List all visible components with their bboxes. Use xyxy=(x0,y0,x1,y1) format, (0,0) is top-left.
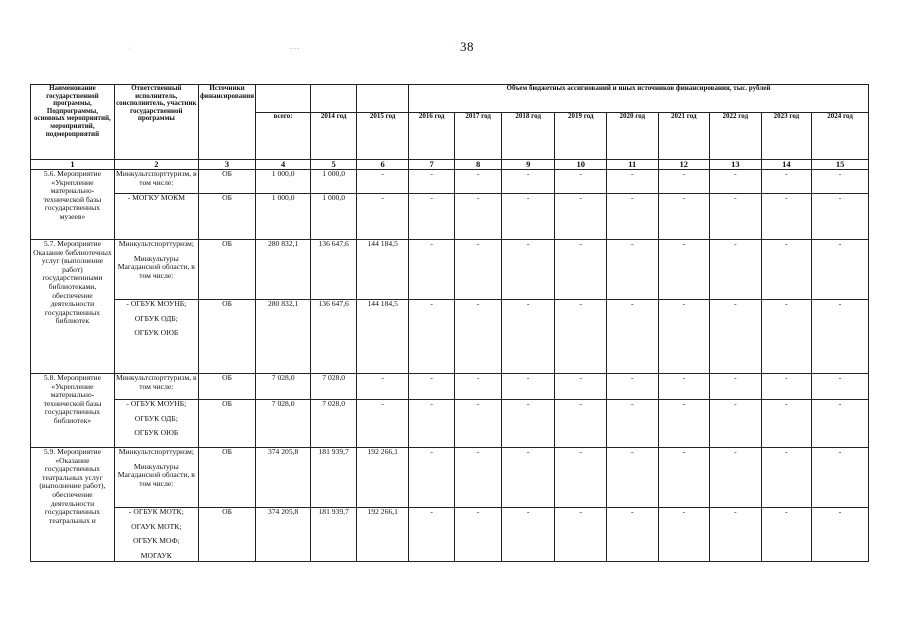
header-year: 2024 год xyxy=(812,113,869,160)
year-cell: - xyxy=(710,374,762,400)
header-source: Источники финансирования xyxy=(198,85,256,160)
year-cell: - xyxy=(455,240,501,300)
year-2014-cell: 7 028,0 xyxy=(310,374,356,400)
column-number: 8 xyxy=(455,160,501,170)
year-cell: - xyxy=(408,448,454,508)
column-number: 15 xyxy=(812,160,869,170)
year-cell: - xyxy=(501,448,555,508)
column-number: 10 xyxy=(555,160,607,170)
column-number: 12 xyxy=(658,160,710,170)
year-2014-cell: 181 939,7 xyxy=(310,508,356,562)
year-cell: - xyxy=(658,170,710,194)
source-cell: ОБ xyxy=(198,374,256,400)
executor-line: Минкультспорттуризм; xyxy=(118,239,194,248)
header-year: 2017 год xyxy=(455,113,501,160)
executor-cell xyxy=(114,170,198,194)
year-cell: - xyxy=(710,300,762,374)
year-cell: - xyxy=(455,300,501,374)
year-cell: - xyxy=(812,508,869,562)
executor-line: - ОГБУК МОУНБ; xyxy=(126,399,187,408)
header-year: 2021 год xyxy=(658,113,710,160)
source-cell: ОБ xyxy=(198,194,256,240)
executor-line: Минкультуры Магаданской области, в том числе: xyxy=(117,461,195,488)
total-cell: 280 832,1 xyxy=(256,240,311,300)
header-year: 2018 год xyxy=(501,113,555,160)
executor-cell xyxy=(114,194,198,240)
table-row xyxy=(31,448,869,508)
year-cell: - xyxy=(501,374,555,400)
year-cell: - xyxy=(455,508,501,562)
table-row xyxy=(31,194,869,240)
year-cell: - xyxy=(761,300,812,374)
year-cell: - xyxy=(812,194,869,240)
header-row-top xyxy=(31,85,869,113)
year-cell: - xyxy=(555,374,607,400)
scan-speck: · xyxy=(455,39,457,45)
year-cell: - xyxy=(501,300,555,374)
header-year: 2016 год xyxy=(408,113,454,160)
budget-table xyxy=(30,84,869,562)
year-cell: - xyxy=(607,240,659,300)
year-cell: - xyxy=(408,374,454,400)
year-cell: - xyxy=(408,400,454,448)
column-number: 5 xyxy=(310,160,356,170)
year-2015-cell: 144 184,5 xyxy=(357,300,409,374)
year-cell: - xyxy=(607,508,659,562)
executor-line: ОГАУК МОТК; xyxy=(131,521,182,531)
year-2014-cell: 7 028,0 xyxy=(310,400,356,448)
header-year: 2015 год xyxy=(357,113,409,160)
year-2014-cell: 181 939,7 xyxy=(310,448,356,508)
year-2014-cell: 1 000,0 xyxy=(310,194,356,240)
source-cell: ОБ xyxy=(198,448,256,508)
column-number: 6 xyxy=(357,160,409,170)
year-cell: - xyxy=(607,374,659,400)
year-cell: - xyxy=(501,240,555,300)
source-cell: ОБ xyxy=(198,300,256,374)
year-2015-cell: - xyxy=(357,194,409,240)
year-cell: - xyxy=(710,194,762,240)
column-number: 7 xyxy=(408,160,454,170)
year-cell: - xyxy=(761,448,812,508)
year-cell: - xyxy=(555,400,607,448)
measure-name: 5.8. Мероприятие «Укрепление материально-технической базы государственных библиотек» xyxy=(31,374,115,448)
column-number: 13 xyxy=(710,160,762,170)
year-cell: - xyxy=(658,448,710,508)
year-cell: - xyxy=(501,170,555,194)
year-cell: - xyxy=(607,300,659,374)
year-cell: - xyxy=(812,300,869,374)
header-blank xyxy=(310,85,356,113)
column-number: 14 xyxy=(761,160,812,170)
header-group-title: Объем бюджетных ассигнований и иных источников финансирования, тыс. рублей xyxy=(408,85,868,113)
header-total: всего: xyxy=(256,113,311,160)
year-cell: - xyxy=(408,170,454,194)
year-cell: - xyxy=(710,400,762,448)
year-cell: - xyxy=(658,508,710,562)
table-row xyxy=(31,400,869,448)
year-2015-cell: - xyxy=(357,170,409,194)
year-cell: - xyxy=(710,508,762,562)
header-year: 2019 год xyxy=(555,113,607,160)
header-name: Наименование государственной программы, Подпрограммы, основных мероприятий, мероприятий, подмероприятий xyxy=(31,85,115,160)
column-number: 1 xyxy=(31,160,115,170)
table-row xyxy=(31,170,869,194)
year-cell: - xyxy=(761,194,812,240)
table-row xyxy=(31,374,869,400)
executor-line: ОГБУК МОФ; xyxy=(132,536,180,546)
year-cell: - xyxy=(455,194,501,240)
total-cell: 7 028,0 xyxy=(256,374,311,400)
table-row xyxy=(31,240,869,300)
total-cell: 1 000,0 xyxy=(256,194,311,240)
column-numbers-row xyxy=(31,160,869,170)
executor-line: Минкультуры Магаданской области, в том числе: xyxy=(117,253,195,280)
year-cell: - xyxy=(408,240,454,300)
year-2014-cell: 136 647,6 xyxy=(310,300,356,374)
executor-line: - ОГБУК МОУНБ; xyxy=(126,299,187,308)
total-cell: 374 205,8 xyxy=(256,508,311,562)
measure-name: 5.7. Мероприятие Оказание библиотечных услуг (выполнение работ) государственными библиотеками, обеспечение деятельности государственных библиотек xyxy=(31,240,115,374)
column-number: 9 xyxy=(501,160,555,170)
year-cell: - xyxy=(501,194,555,240)
year-cell: - xyxy=(812,448,869,508)
executor-line: - МОГКУ МОКМ xyxy=(127,193,185,202)
column-number: 3 xyxy=(198,160,256,170)
year-cell: - xyxy=(812,240,869,300)
year-cell: - xyxy=(607,170,659,194)
year-cell: - xyxy=(607,194,659,240)
year-cell: - xyxy=(761,374,812,400)
year-2014-cell: 1 000,0 xyxy=(310,170,356,194)
year-cell: - xyxy=(658,240,710,300)
column-number: 4 xyxy=(256,160,311,170)
total-cell: 280 832,1 xyxy=(256,300,311,374)
executor-cell xyxy=(114,448,198,508)
year-2015-cell: - xyxy=(357,400,409,448)
year-cell: - xyxy=(812,400,869,448)
executor-cell xyxy=(114,374,198,400)
column-number: 2 xyxy=(114,160,198,170)
total-cell: 1 000,0 xyxy=(256,170,311,194)
header-executor: Ответственный исполнитель, соисполнитель, участник государственной программы xyxy=(114,85,198,160)
year-cell: - xyxy=(761,170,812,194)
column-number: 11 xyxy=(607,160,659,170)
year-2015-cell: 192 266,1 xyxy=(357,508,409,562)
executor-cell xyxy=(114,300,198,374)
year-cell: - xyxy=(761,240,812,300)
page-number: 38 xyxy=(460,39,474,54)
measure-name: 5.9. Мероприятие «Оказание государственных театральных услуг (выполнение работ), обеспечение деятельности государственных театральных и xyxy=(31,448,115,562)
year-cell: - xyxy=(555,508,607,562)
year-cell: - xyxy=(812,374,869,400)
scan-speck: · xyxy=(128,46,130,52)
executor-line: ОГБУК ОЮБ xyxy=(134,428,179,438)
total-cell: 374 205,8 xyxy=(256,448,311,508)
executor-cell xyxy=(114,240,198,300)
year-cell: - xyxy=(555,194,607,240)
year-cell: - xyxy=(501,508,555,562)
year-cell: - xyxy=(658,400,710,448)
scan-speck: - - - xyxy=(290,46,299,52)
year-cell: - xyxy=(761,400,812,448)
executor-line: ОГБУК ОДБ; xyxy=(134,313,178,323)
year-cell: - xyxy=(555,170,607,194)
table-row xyxy=(31,508,869,562)
year-cell: - xyxy=(455,374,501,400)
source-cell: ОБ xyxy=(198,400,256,448)
year-2015-cell: 144 184,5 xyxy=(357,240,409,300)
executor-line: МОГАУК xyxy=(140,550,172,560)
year-cell: - xyxy=(812,170,869,194)
year-cell: - xyxy=(761,508,812,562)
year-cell: - xyxy=(501,400,555,448)
header-blank xyxy=(256,85,311,113)
year-cell: - xyxy=(555,300,607,374)
year-cell: - xyxy=(658,300,710,374)
year-2015-cell: 192 266,1 xyxy=(357,448,409,508)
measure-name: 5.6. Мероприятие «Укрепление материально-технической базы государственных музеев» xyxy=(31,170,115,240)
header-year: 2023 год xyxy=(761,113,812,160)
year-2014-cell: 136 647,6 xyxy=(310,240,356,300)
header-blank xyxy=(357,85,409,113)
header-year: 2022 год xyxy=(710,113,762,160)
source-cell: ОБ xyxy=(198,240,256,300)
executor-cell xyxy=(114,508,198,562)
executor-cell xyxy=(114,400,198,448)
year-cell: - xyxy=(455,448,501,508)
executor-line: Минкультспорттуризм, в том числе: xyxy=(116,373,197,391)
source-cell: ОБ xyxy=(198,170,256,194)
year-cell: - xyxy=(710,448,762,508)
year-2015-cell: - xyxy=(357,374,409,400)
table-row xyxy=(31,300,869,374)
year-cell: - xyxy=(607,448,659,508)
year-cell: - xyxy=(455,170,501,194)
executor-line: ОГБУК ОЮБ xyxy=(134,328,179,338)
year-cell: - xyxy=(710,170,762,194)
header-year: 2020 год xyxy=(607,113,659,160)
executor-line: - ОГБУК МОТК; xyxy=(128,507,184,516)
year-cell: - xyxy=(607,400,659,448)
year-cell: - xyxy=(408,508,454,562)
year-cell: - xyxy=(658,374,710,400)
year-cell: - xyxy=(408,300,454,374)
year-cell: - xyxy=(555,240,607,300)
executor-line: Минкультспорттуризм, в том числе: xyxy=(116,169,197,187)
year-cell: - xyxy=(455,400,501,448)
year-cell: - xyxy=(555,448,607,508)
source-cell: ОБ xyxy=(198,508,256,562)
year-cell: - xyxy=(710,240,762,300)
header-year: 2014 год xyxy=(310,113,356,160)
year-cell: - xyxy=(408,194,454,240)
year-cell: - xyxy=(658,194,710,240)
executor-line: ОГБУК ОДБ; xyxy=(134,413,178,423)
executor-line: Минкультспорттуризм; xyxy=(118,447,194,456)
total-cell: 7 028,0 xyxy=(256,400,311,448)
